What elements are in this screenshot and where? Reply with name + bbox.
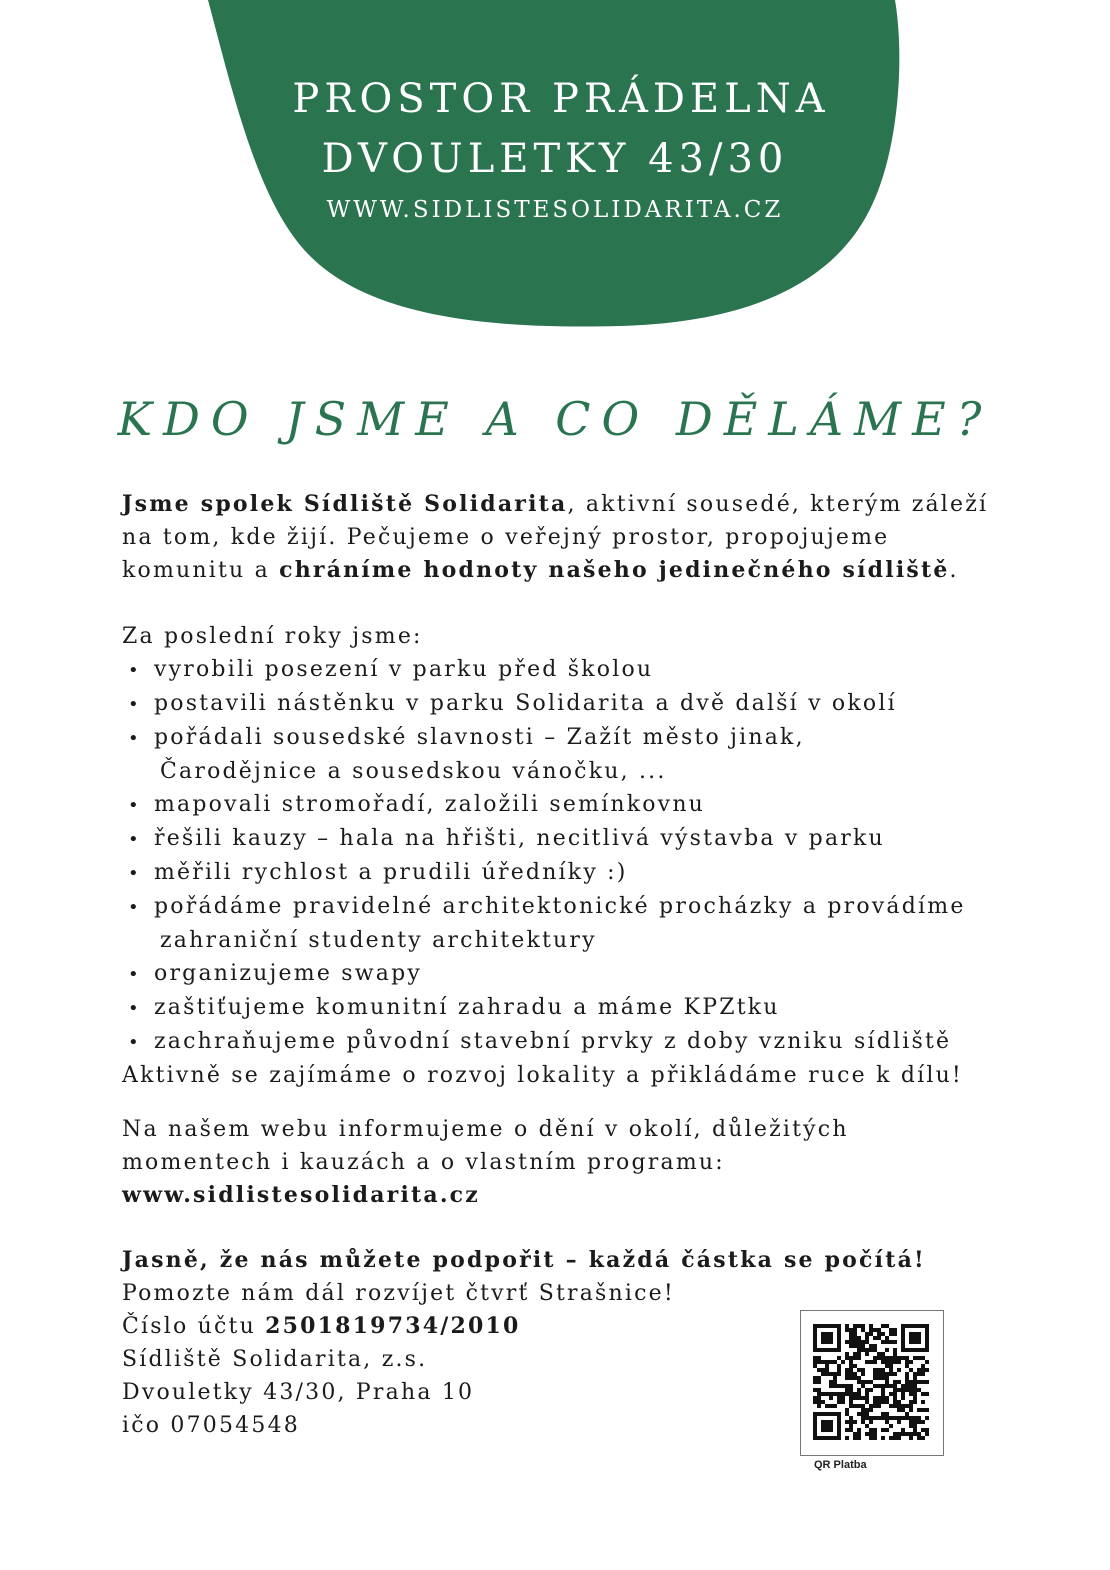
header-title-line1: PROSTOR PRÁDELNA <box>292 76 830 122</box>
activities-heading: Za poslední roky jsme: <box>122 624 423 649</box>
qr-label: QR Platba <box>814 1459 867 1471</box>
org-ico: ičo 07054548 <box>122 1413 300 1438</box>
qr-finder-pattern <box>909 1332 921 1344</box>
intro-end: . <box>949 558 959 583</box>
org-name: Sídliště Solidarita, z.s. <box>122 1347 428 1372</box>
header-website[interactable]: WWW.SIDLISTESOLIDARITA.CZ <box>326 197 784 223</box>
account-number: 2501819734/2010 <box>265 1313 521 1339</box>
list-item: • mapovali stromořadí, založili semínkovnu <box>122 788 1082 822</box>
activities-section <box>122 620 1082 1092</box>
list-item: • organizujeme swapy <box>122 957 1082 991</box>
support-headline: Jasně, že nás můžete podpořit – každá částka se počítá! <box>122 1247 926 1273</box>
header-title-line2: DVOULETKY 43/30 <box>321 136 789 182</box>
list-item-continuation: Čarodějnice a sousedskou vánočku, ... <box>160 759 667 784</box>
list-item: • pořádáme pravidelné architektonické procházky a provádíme <box>122 890 1082 924</box>
list-item: • zachraňujeme původní stavební prvky z doby vzniku sídliště <box>122 1025 1082 1059</box>
qr-finder-pattern <box>821 1420 833 1432</box>
intro-line2: na tom, kde žijí. Pečujeme o veřejný prostor, propojujeme <box>122 525 890 550</box>
intro-bold-values: chráníme hodnoty našeho jedinečného sídliště <box>279 557 950 583</box>
list-item: • řešili kauzy – hala na hřišti, necitlivá výstavba v parku <box>122 822 1082 856</box>
intro-text3: komunitu a <box>122 558 280 583</box>
page-headline: KDO JSME A CO DĚLÁME? <box>117 392 993 446</box>
org-address: Dvouletky 43/30, Praha 10 <box>122 1380 475 1405</box>
intro-text1: , aktivní sousedé, kterým záleží <box>567 492 989 517</box>
account-label: Číslo účtu <box>122 1314 266 1339</box>
support-line2: Pomozte nám dál rozvíjet čtvrť Strašnice! <box>122 1281 675 1306</box>
qr-code-image <box>801 1311 943 1455</box>
web-line1: Na našem webu informujeme o dění v okolí, důležitých <box>122 1117 849 1142</box>
web-line2: momentech i kauzách a o vlastním programu: <box>122 1150 725 1175</box>
intro-bold-name: Jsme spolek Sídliště Solidarita <box>122 491 568 517</box>
web-url-link[interactable]: www.sidlistesolidarita.cz <box>122 1182 480 1208</box>
list-item: • vyrobili posezení v parku před školou <box>122 653 1082 687</box>
list-item: • postavili nástěnku v parku Solidarita a dvě další v okolí <box>122 687 1082 721</box>
list-item: • zaštiťujeme komunitní zahradu a máme KPZtku <box>122 991 1082 1025</box>
list-item: • měřili rychlost a prudili úředníky :) <box>122 856 1082 890</box>
intro-paragraph <box>122 488 1082 587</box>
list-item-continuation: zahraniční studenty architektury <box>160 928 597 953</box>
web-paragraph <box>122 1113 1082 1212</box>
activities-closing: Aktivně se zajímáme o rozvoj lokality a přikládáme ruce k dílu! <box>122 1063 963 1088</box>
qr-code-frame <box>800 1310 944 1456</box>
list-item: • pořádali sousedské slavnosti – Zažít město jinak, <box>122 721 1082 755</box>
qr-finder-pattern <box>821 1332 833 1344</box>
